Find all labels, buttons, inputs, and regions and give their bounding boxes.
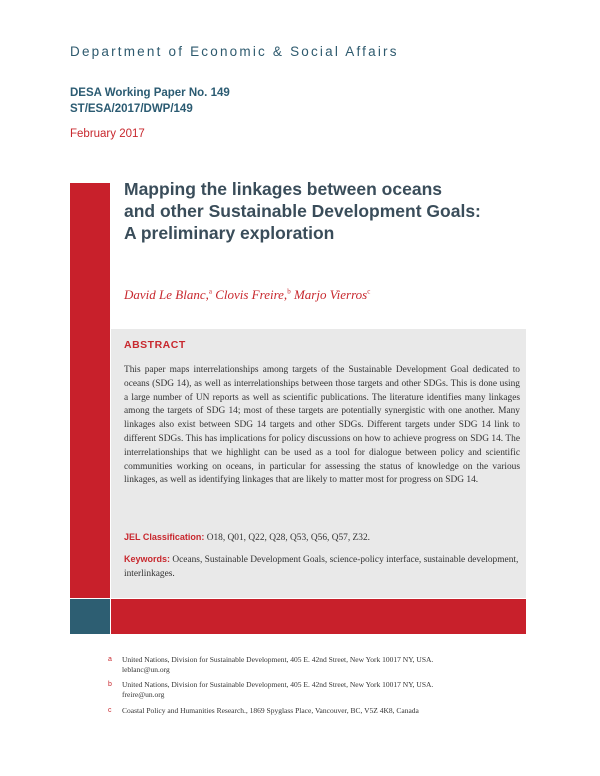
author-name: Marjo Vierros <box>293 287 368 302</box>
department-name: Department of Economic & Social Affairs <box>70 44 399 59</box>
jel-classification <box>124 532 520 543</box>
footnote-mark: c <box>108 707 112 714</box>
red-bottom-bar <box>111 599 526 634</box>
footnote-a <box>108 655 542 675</box>
authors <box>124 287 370 303</box>
keywords <box>124 553 520 582</box>
author-mark: b <box>287 287 291 296</box>
author-name: David Le Blanc, <box>124 287 209 302</box>
abstract-body: This paper maps interrelationships among targets of the Sustainable Development Goal dedicated to oceans (SDG 14), as well as interrelationships between those targets and other SDGs. This is done using a large number of UN reports as well as scientific publications. The literature identifies many linkages among the targets of SDG 14; most of these targets are potentially synergistic with one another. Many linkages also exist between SDG 14 targets and other SDGs. Different targets under SDG 14 link to different SDGs. This has implications for policy discussions on how to achieve progress on SDG 14. The interrelationships that we highlight can be used as a tool for dialogue between policy and scientific communities working on oceans, in particular for assessing the status of knowledge on the various linkages, as well as identifying linkages that are likely to matter most for progress on SDG 14. <box>124 365 520 486</box>
footnote-mark: a <box>108 656 112 663</box>
footnote-c <box>108 706 542 716</box>
author-name: Clovis Freire, <box>215 287 288 302</box>
footnote-email: freire@un.org <box>122 690 165 699</box>
blue-corner-block <box>70 599 110 634</box>
jel-label: JEL Classification: <box>124 532 205 542</box>
keywords-label: Keywords: <box>124 554 171 564</box>
paper-info <box>70 85 230 117</box>
footnote-line: Coastal Policy and Humanities Research., 1869 Spyglass Place, Vancouver, BC, V5Z 4K8, Canada <box>122 706 419 715</box>
jel-value: O18, Q01, Q22, Q28, Q53, Q56, Q57, Z32. <box>206 533 370 543</box>
abstract-heading: ABSTRACT <box>124 339 186 351</box>
red-side-bar <box>70 183 110 598</box>
footnote-line: United Nations, Division for Sustainable Development, 405 E. 42nd Street, New York 10017 NY, USA. <box>122 655 434 664</box>
paper-title <box>124 178 524 244</box>
publication-date: February 2017 <box>70 128 145 140</box>
keywords-value: Oceans, Sustainable Development Goals, science-policy interface, sustainable development, interlinkages. <box>124 555 519 579</box>
author-mark: a <box>208 287 212 296</box>
paper-number: DESA Working Paper No. 149 <box>70 87 230 99</box>
footnote-line: United Nations, Division for Sustainable Development, 405 E. 42nd Street, New York 10017 NY, USA. <box>122 680 434 689</box>
title-line-1: Mapping the linkages between oceans <box>124 179 442 199</box>
footnote-email: leblanc@un.org <box>122 665 170 674</box>
title-line-2: and other Sustainable Development Goals: <box>124 201 481 221</box>
footnote-b <box>108 680 542 700</box>
footnote-mark: b <box>108 681 112 688</box>
author-mark: c <box>367 287 371 296</box>
title-line-3: A preliminary exploration <box>124 223 335 243</box>
paper-code: ST/ESA/2017/DWP/149 <box>70 103 193 115</box>
